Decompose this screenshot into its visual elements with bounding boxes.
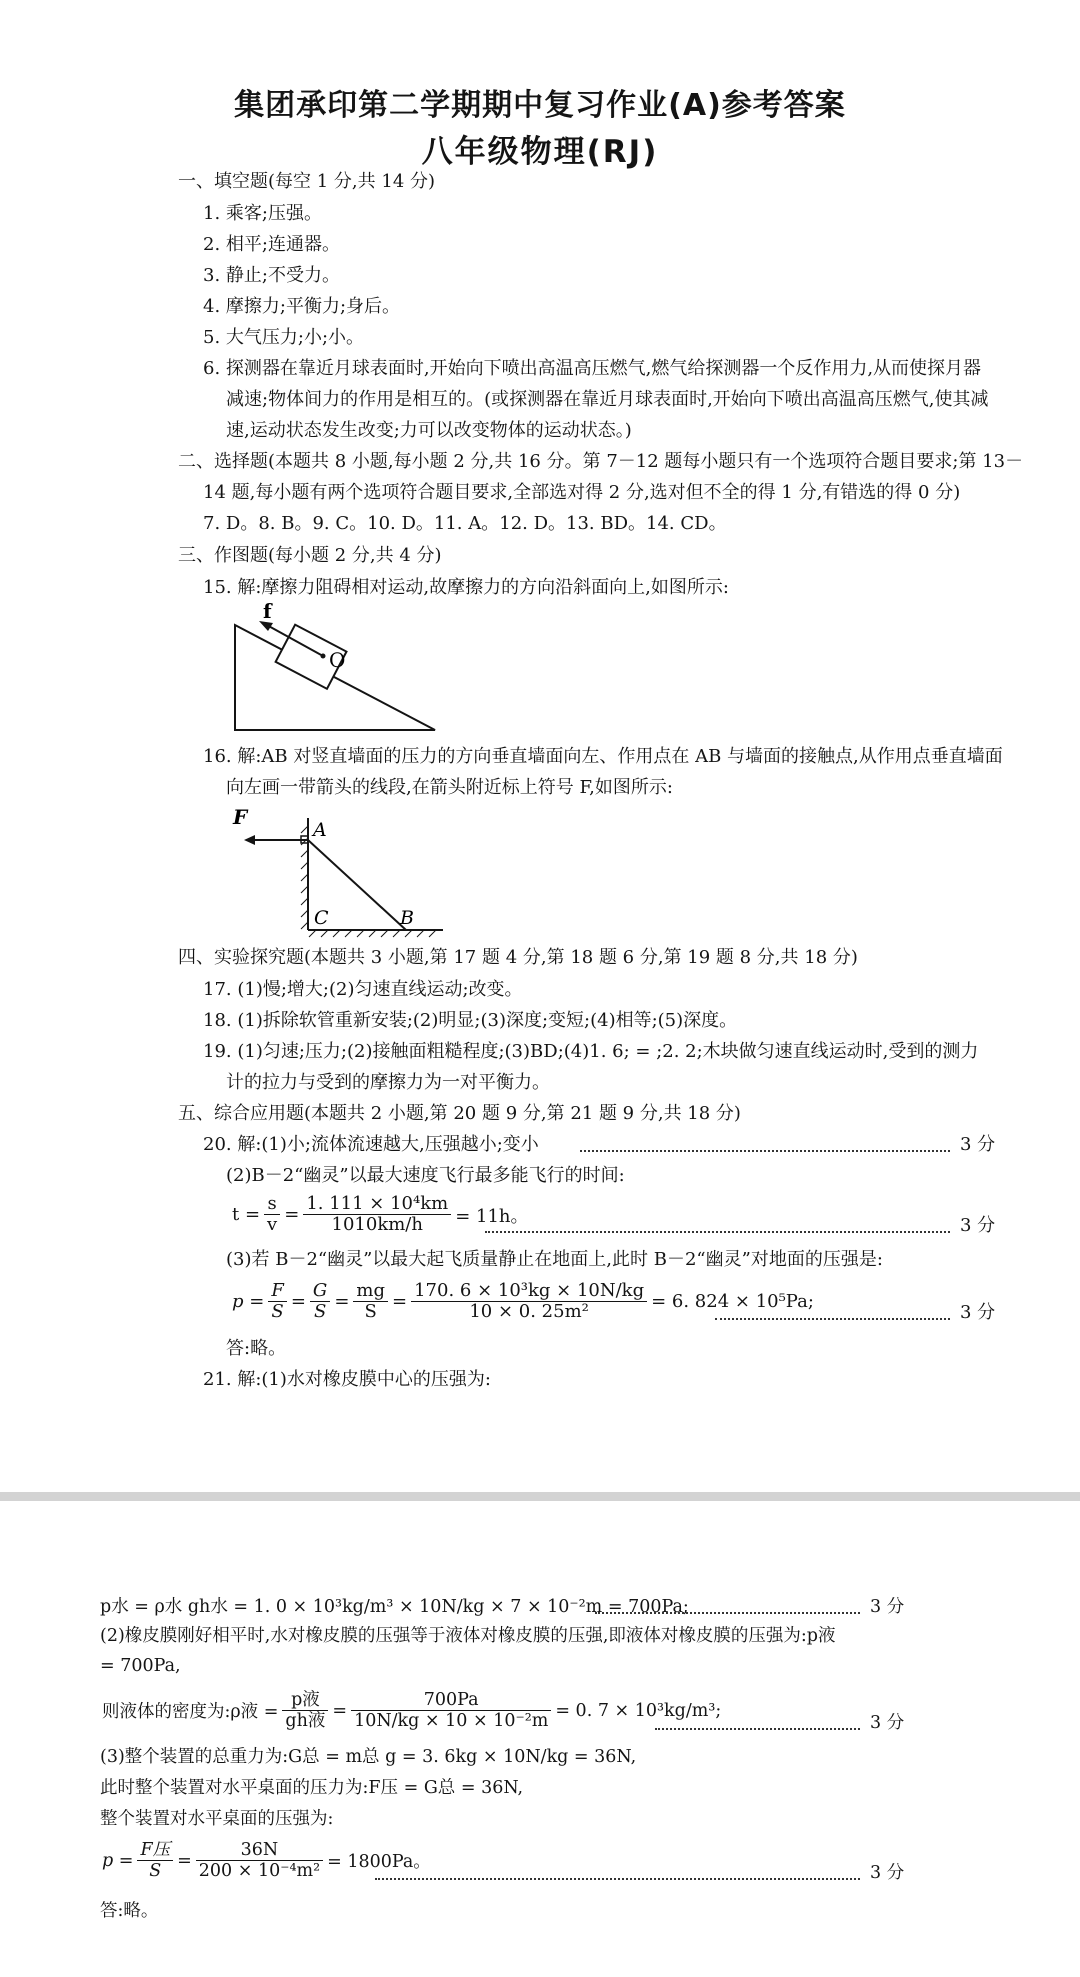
wall-diagram: [228, 800, 458, 940]
formula-pressure: p = $\frac{F}{S}$ = $\frac{G}{S}$ = $\frac{mg}{S}$ = $\frac{\text{170. 6 × 10³kg × 10N/kg}}{\text{10 × 0. 25m²}}$ = 6. 824 × 10⁵Pa;: [232, 1280, 814, 1322]
score-q20-part3: 3 分: [960, 1302, 996, 1323]
section-1-heading: 一、填空题(每空 1 分,共 14 分): [178, 171, 436, 192]
label-C: C: [314, 907, 329, 929]
label-F: F: [233, 805, 248, 829]
incline-triangle: [235, 625, 435, 730]
q21-part3-line2: 此时整个装置对水平桌面的压力为:F压 = G总 = 36N,: [100, 1778, 524, 1798]
answer-q1: 1. 乘客;压强。: [203, 203, 322, 224]
score-leader-dots: [580, 1148, 950, 1152]
answer-q19-line2: 计的拉力与受到的摩擦力为一对平衡力。: [226, 1072, 550, 1093]
choice-answers: 7. D。8. B。9. C。10. D。11. A。12. D。13. BD。14. CD。: [203, 513, 727, 534]
page-divider: [0, 1492, 1080, 1501]
answer-q6-line1: 6. 探测器在靠近月球表面时,开始向下喷出高温高压燃气,燃气给探测器一个反作用力,从而使探月器: [203, 358, 982, 379]
document-subtitle: 八年级物理(RJ): [421, 134, 659, 170]
score-q20-part1: 3 分: [960, 1134, 996, 1155]
q21-part2-line1: (2)橡皮膜刚好相平时,水对橡皮膜的压强等于液体对橡皮膜的压强,即液体对橡皮膜的压强为:p液: [100, 1626, 836, 1646]
answer-q20-conclusion: 答:略。: [226, 1338, 287, 1359]
answer-q17: 17. (1)慢;增大;(2)匀速直线运动;改变。: [203, 979, 523, 1000]
answer-q20-part3: (3)若 B－2“幽灵”以最大起飞质量静止在地面上,此时 B－2“幽灵”对地面的压强是:: [226, 1249, 883, 1270]
section-5-heading: 五、综合应用题(本题共 2 小题,第 20 题 9 分,第 21 题 9 分,共 18 分): [178, 1103, 741, 1124]
answer-q20-part2: (2)B－2“幽灵”以最大速度飞行最多能飞行的时间:: [226, 1165, 625, 1186]
label-f: f: [263, 600, 272, 623]
score-leader-dots: [485, 1229, 950, 1233]
label-o: O: [329, 648, 346, 672]
score-q21-part1: 3 分: [870, 1597, 905, 1617]
score-q21-part3: 3 分: [870, 1863, 905, 1883]
answer-q4: 4. 摩擦力;平衡力;身后。: [203, 296, 401, 317]
score-leader-dots: [595, 1610, 860, 1614]
section-2-heading-line1: 二、选择题(本题共 8 小题,每小题 2 分,共 16 分。第 7－12 题每小题只有一个选项符合题目要求;第 13－: [178, 451, 1024, 472]
q21-water-pressure: p水 = ρ水 gh水 = 1. 0 × 10³kg/m³ × 10N/kg × 7 × 10⁻²m = 700Pa;: [100, 1597, 689, 1617]
section-3-heading: 三、作图题(每小题 2 分,共 4 分): [178, 545, 442, 566]
answer-q20-part1: 20. 解:(1)小;流体流速越大,压强越小;变小: [203, 1134, 539, 1155]
formula-time: t = $\frac{s}{v}$ = $\frac{\text{1. 111 × 10⁴km}}{1010km/h}$ = 11h。: [232, 1193, 529, 1235]
score-q21-part2: 3 分: [870, 1713, 905, 1733]
section-4-heading: 四、实验探究题(本题共 3 小题,第 17 题 4 分,第 18 题 6 分,第 19 题 8 分,共 18 分): [178, 947, 858, 968]
formula-density: 则液体的密度为:ρ液 = $\frac{\text{p液}}{\text{gh液}}$ = $\frac{700Pa}{\text{10N/kg × 10 × 10⁻²m}}$ = 0. 7 × 10³kg/m³;: [102, 1690, 722, 1731]
label-A: A: [313, 819, 327, 841]
q21-conclusion: 答:略。: [100, 1901, 159, 1921]
q21-part3-line3: 整个装置对水平桌面的压强为:: [100, 1809, 334, 1829]
answer-q19-line1: 19. (1)匀速;压力;(2)接触面粗糙程度;(3)BD;(4)1. 6; = ;2. 2;木块做匀速直线运动时,受到的测力: [203, 1041, 979, 1062]
answer-q18: 18. (1)拆除软管重新安装;(2)明显;(3)深度;变短;(4)相等;(5)深度。: [203, 1010, 738, 1031]
answer-q2: 2. 相平;连通器。: [203, 234, 340, 255]
answer-q6-line2: 减速;物体间力的作用是相互的。(或探测器在靠近月球表面时,开始向下喷出高温高压燃气,使其减: [226, 389, 989, 410]
formula-table-pressure: p = $\frac{\text{F压}}{S}$ = $\frac{36N}{\text{200 × 10⁻⁴m²}}$ = 1800Pa。: [102, 1840, 431, 1881]
incline-diagram: [225, 600, 445, 735]
answer-q5: 5. 大气压力;小;小。: [203, 327, 365, 348]
answer-q6-line3: 速,运动状态发生改变;力可以改变物体的运动状态。): [226, 420, 632, 441]
score-leader-dots: [375, 1876, 860, 1880]
answer-q15: 15. 解:摩擦力阻碍相对运动,故摩擦力的方向沿斜面向上,如图所示:: [203, 577, 729, 598]
section-2-heading-line2: 14 题,每小题有两个选项符合题目要求,全部选对得 2 分,选对但不全的得 1 分,有错选的得 0 分): [203, 482, 961, 503]
score-q20-part2: 3 分: [960, 1215, 996, 1236]
answer-q3: 3. 静止;不受力。: [203, 265, 340, 286]
label-B: B: [400, 907, 414, 929]
document-title: 集团承印第二学期期中复习作业(A)参考答案: [234, 88, 846, 123]
force-arrowhead: [244, 835, 255, 845]
score-leader-dots: [715, 1316, 950, 1320]
q21-part3-line1: (3)整个装置的总重力为:G总 = m总 g = 3. 6kg × 10N/kg = 36N,: [100, 1747, 637, 1767]
q21-part2-line2: = 700Pa,: [100, 1656, 181, 1676]
answer-q16-line1: 16. 解:AB 对竖直墙面的压力的方向垂直墙面向左、作用点在 AB 与墙面的接触点,从作用点垂直墙面: [203, 746, 1003, 767]
answer-q16-line2: 向左画一带箭头的线段,在箭头附近标上符号 F,如图所示:: [226, 777, 673, 798]
answer-q21-intro: 21. 解:(1)水对橡皮膜中心的压强为:: [203, 1369, 491, 1390]
score-leader-dots: [655, 1726, 860, 1730]
